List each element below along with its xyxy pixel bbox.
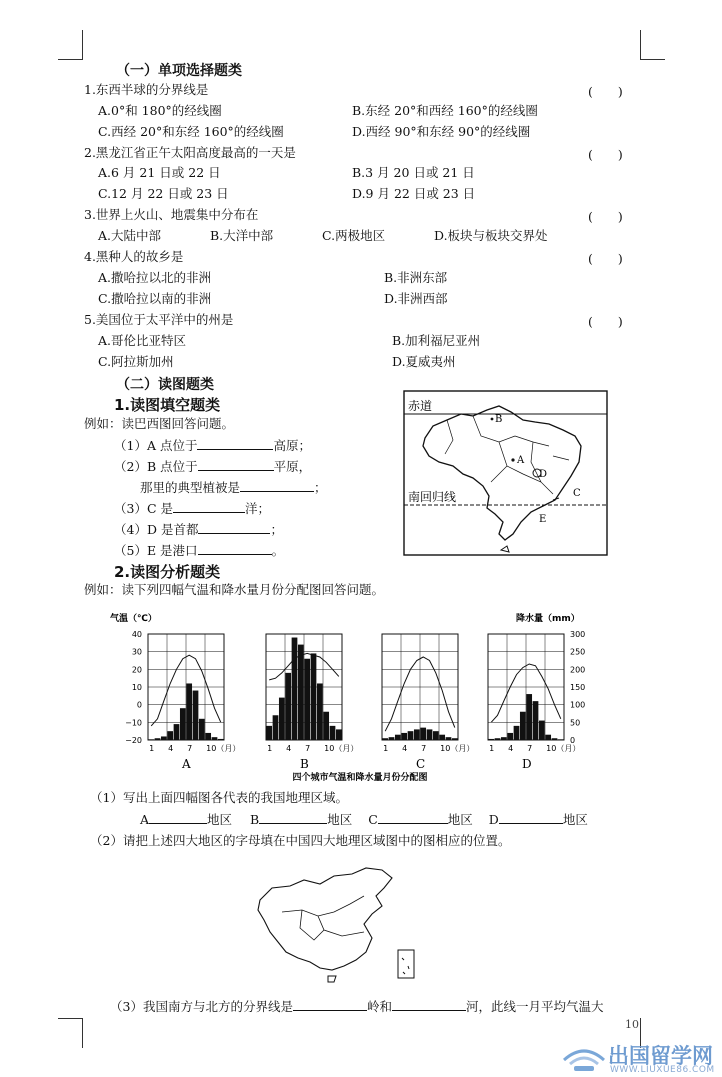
- precip-bar: [180, 708, 186, 740]
- analysis-question: （1）写出上面四幅图各代表的我国地理区域。: [90, 790, 348, 805]
- option: A.撒哈拉以北的非洲: [98, 270, 212, 285]
- precip-bar: [408, 731, 414, 740]
- precip-bar: [174, 724, 180, 740]
- precip-bar: [336, 729, 342, 740]
- temp-tick-label: −10: [125, 718, 142, 728]
- option: A.0°和 180°的经线圈: [98, 103, 222, 118]
- section-title: （一）单项选择题类: [116, 63, 242, 79]
- x-tick-label: 10（月）: [546, 744, 581, 753]
- watermark-name: 出国留学网: [608, 1044, 713, 1068]
- x-tick-label: 7: [527, 744, 533, 753]
- option: D.夏威夷州: [392, 354, 456, 369]
- precip-bar: [311, 653, 317, 740]
- option: B.东经 20°和西经 160°的经线圈: [352, 103, 538, 118]
- precip-bar: [433, 731, 439, 740]
- answer-paren: ( ): [588, 84, 623, 99]
- map-frame: [404, 391, 607, 555]
- question-stem: 5.美国位于太平洋中的州是: [84, 312, 234, 327]
- temp-tick-label: 40: [131, 630, 142, 639]
- option: C.阿拉斯加州: [98, 354, 174, 369]
- page-number: 10: [625, 1018, 639, 1031]
- precip-bar: [279, 698, 285, 740]
- precip-tick-label: 300: [570, 630, 586, 639]
- precip-bar: [292, 638, 298, 740]
- letter: B: [250, 812, 260, 827]
- precip-bar: [148, 739, 154, 740]
- answer-paren: ( ): [588, 209, 623, 224]
- answer-paren: ( ): [588, 251, 623, 266]
- question-stem: 2.黑龙江省正午太阳高度最高的一天是: [84, 145, 296, 160]
- precip-bar: [514, 726, 520, 740]
- example-intro: 例如：读下列四幅气温和降水量月份分配图回答问题。: [84, 582, 385, 597]
- label-d: D: [539, 469, 548, 480]
- temp-tick-label: 20: [131, 665, 142, 675]
- x-tick-label: 7: [421, 744, 427, 753]
- answer-blank[interactable]: [293, 998, 367, 1011]
- crop-mark: [58, 59, 83, 60]
- precip-bar: [285, 673, 291, 740]
- region-borders: [282, 896, 364, 940]
- temp-tick-label: 30: [131, 647, 142, 657]
- fill-line: [114, 500, 270, 517]
- answer-blank[interactable]: [499, 811, 563, 824]
- answer-blank[interactable]: [198, 458, 274, 471]
- precip-bar: [205, 733, 211, 740]
- precip-tick-label: 250: [570, 647, 586, 657]
- q3-text: 河，此线一月平均气温大: [465, 999, 604, 1014]
- crop-mark: [640, 30, 641, 60]
- precip-bar: [193, 691, 199, 740]
- chart-caption: 四个城市气温和降水量月份分配图: [292, 773, 428, 783]
- chart-letter: D: [522, 757, 532, 771]
- hainan-island: [328, 976, 336, 982]
- point-b-marker: [491, 418, 494, 421]
- suffix: 地区: [562, 812, 588, 827]
- option: A.大陆中部: [98, 228, 162, 243]
- answer-row: [140, 811, 588, 828]
- precip-bar: [507, 733, 513, 740]
- suffix: 地区: [447, 812, 473, 827]
- precip-bar: [212, 737, 218, 740]
- letter: D: [488, 812, 499, 827]
- analysis-question: （2）请把上述四大地区的字母填在中国四大地理区域图中的图相应的位置。: [90, 833, 511, 848]
- option: C.西经 20°和东经 160°的经线圈: [98, 124, 284, 139]
- chart-letter: B: [300, 757, 309, 771]
- question-stem: 4.黑种人的故乡是: [84, 249, 184, 264]
- precip-bar: [273, 715, 279, 740]
- precip-bar: [501, 737, 507, 740]
- analysis-question: [110, 998, 604, 1015]
- precip-bar: [186, 683, 192, 740]
- question-stem: 1.东西半球的分界线是: [84, 82, 209, 97]
- label-a: A: [517, 455, 525, 466]
- x-tick-label: 1: [149, 744, 155, 753]
- option: C.12 月 22 日或 23 日: [98, 186, 229, 201]
- south-sea-inset: [398, 950, 414, 978]
- label-b: B: [495, 414, 503, 425]
- x-tick-label: 10（月）: [324, 744, 359, 753]
- precip-bar: [395, 735, 401, 740]
- fill-text: 平原，: [273, 459, 312, 474]
- precip-bar: [526, 694, 532, 740]
- precip-bar: [161, 736, 167, 740]
- fill-text: 那里的典型植被是: [140, 480, 241, 495]
- watermark-url: WWW.LIUXUE86.COM: [610, 1065, 715, 1075]
- crop-mark: [82, 1018, 83, 1048]
- answer-blank[interactable]: [240, 479, 314, 492]
- crop-mark: [640, 59, 665, 60]
- precip-bar: [401, 733, 407, 740]
- crop-mark: [58, 1018, 83, 1019]
- fill-text: 洋；: [245, 501, 271, 516]
- fill-text: ；: [314, 480, 327, 495]
- precip-bar: [199, 719, 205, 740]
- precip-bar: [266, 726, 272, 740]
- x-tick-label: 1: [383, 744, 389, 753]
- x-tick-label: 4: [508, 744, 514, 753]
- fill-text: （1）A 点位于: [114, 438, 198, 453]
- temp-tick-label: 10: [131, 683, 142, 692]
- x-tick-label: 4: [286, 744, 292, 753]
- precip-tick-label: 100: [570, 700, 586, 710]
- precip-bar: [520, 712, 526, 740]
- option: D.板块与板块交界处: [434, 228, 548, 243]
- option: B.非洲东部: [384, 270, 448, 285]
- right-axis-title: 降水量（mm）: [516, 614, 580, 624]
- inset-islands: [402, 958, 409, 974]
- x-tick-label: 7: [187, 744, 193, 753]
- precip-bar: [545, 735, 551, 740]
- option: B.3 月 20 日或 21 日: [352, 165, 475, 180]
- china-map: [252, 866, 422, 990]
- option: B.大洋中部: [210, 228, 274, 243]
- answer-blank[interactable]: [259, 811, 327, 824]
- q3-text: 岭和: [366, 999, 392, 1014]
- climate-charts: [110, 606, 610, 784]
- precip-bar: [452, 738, 458, 740]
- watermark: [560, 1038, 722, 1077]
- precip-bar: [495, 738, 501, 740]
- option: B.加利福尼亚州: [392, 333, 481, 348]
- precip-bar: [330, 726, 336, 740]
- option: A.6 月 21 日或 22 日: [98, 165, 221, 180]
- temp-tick-label: 0: [136, 700, 142, 710]
- watermark-logo-icon: [560, 1040, 608, 1074]
- precip-bar: [389, 737, 395, 740]
- option: C.两极地区: [322, 228, 386, 243]
- fill-text: （3）C 是: [114, 501, 173, 516]
- precip-bar: [539, 721, 545, 740]
- suffix: 地区: [207, 812, 233, 827]
- x-tick-label: 4: [168, 744, 174, 753]
- precip-bar: [298, 645, 304, 740]
- letter: A: [140, 812, 150, 827]
- answer-blank[interactable]: [173, 500, 245, 513]
- q3-text: （3）我国南方与北方的分界线是: [110, 999, 293, 1014]
- x-tick-label: 10（月）: [206, 744, 241, 753]
- letter: C: [368, 812, 378, 827]
- label-e: E: [539, 514, 547, 525]
- example-intro: 例如：读巴西图回答问题。: [84, 416, 235, 431]
- fill-text: （2）B 点位于: [114, 459, 198, 474]
- point-a-marker: [511, 458, 514, 461]
- answer-paren: ( ): [588, 147, 623, 162]
- chart-letter: C: [416, 757, 426, 771]
- precip-bar: [317, 683, 323, 740]
- left-axis-title: 气温（℃）: [110, 614, 157, 624]
- label-c: C: [573, 488, 581, 499]
- fill-text: （4）D 是首都: [114, 522, 199, 537]
- china-outline: [258, 868, 392, 970]
- brazil-map: [403, 390, 608, 556]
- subsection-title: 1.读图填空题类: [114, 396, 221, 414]
- precip-tick-label: 200: [570, 665, 586, 675]
- x-tick-label: 1: [489, 744, 495, 753]
- x-tick-label: 7: [305, 744, 311, 753]
- fill-text: 高原；: [273, 438, 311, 453]
- precip-bar: [420, 728, 426, 740]
- answer-blank[interactable]: [378, 811, 448, 824]
- x-tick-label: 1: [267, 744, 273, 753]
- precip-tick-label: 50: [570, 718, 581, 728]
- precip-bar: [167, 731, 173, 740]
- precip-bar: [427, 729, 433, 740]
- answer-blank[interactable]: [392, 998, 466, 1011]
- suffix: 地区: [327, 812, 353, 827]
- subsection-title: 2.读图分析题类: [114, 563, 221, 581]
- fill-text: 。: [271, 543, 285, 558]
- option: C.撒哈拉以南的非洲: [98, 291, 212, 306]
- answer-paren: ( ): [588, 314, 623, 329]
- precip-bar: [533, 701, 539, 740]
- fill-line: [114, 458, 311, 475]
- option: D.非洲西部: [384, 291, 448, 306]
- fill-line: [114, 542, 284, 559]
- precip-bar: [218, 739, 224, 740]
- precip-bar: [439, 735, 445, 740]
- chart-letter: A: [182, 757, 191, 771]
- precip-bar: [382, 738, 388, 740]
- answer-blank[interactable]: [198, 542, 272, 555]
- precip-tick-label: 150: [570, 683, 586, 692]
- temp-tick-label: −20: [125, 736, 142, 745]
- option: D.9 月 22 日或 23 日: [352, 186, 476, 201]
- option: A.哥伦比亚特区: [98, 333, 187, 348]
- precip-bar: [155, 738, 161, 740]
- precip-bar: [558, 739, 564, 740]
- answer-blank[interactable]: [149, 811, 207, 824]
- answer-blank[interactable]: [197, 437, 273, 450]
- x-tick-label: 4: [402, 744, 408, 753]
- x-tick-label: 10（月）: [440, 744, 475, 753]
- precip-bar: [304, 659, 310, 740]
- fill-text: （5）E 是港口: [114, 543, 198, 558]
- precip-bar: [414, 729, 420, 740]
- question-stem: 3.世界上火山、地震集中分布在: [84, 207, 259, 222]
- tropic-label: 南回归线: [408, 490, 457, 504]
- section-title: （二）读图题类: [116, 377, 214, 393]
- crop-mark: [82, 30, 83, 60]
- equator-label: 赤道: [408, 399, 433, 413]
- precip-bar: [552, 738, 558, 740]
- fill-line: [140, 479, 327, 496]
- precip-tick-label: 0: [570, 736, 576, 745]
- fill-text: ；: [270, 522, 283, 537]
- precip-bar: [446, 737, 452, 740]
- fill-line: [114, 437, 311, 454]
- precip-bar: [488, 739, 494, 740]
- fill-line: [114, 521, 283, 538]
- answer-blank[interactable]: [198, 521, 270, 534]
- precip-bar: [323, 712, 329, 740]
- option: D.西经 90°和东经 90°的经线圈: [352, 124, 531, 139]
